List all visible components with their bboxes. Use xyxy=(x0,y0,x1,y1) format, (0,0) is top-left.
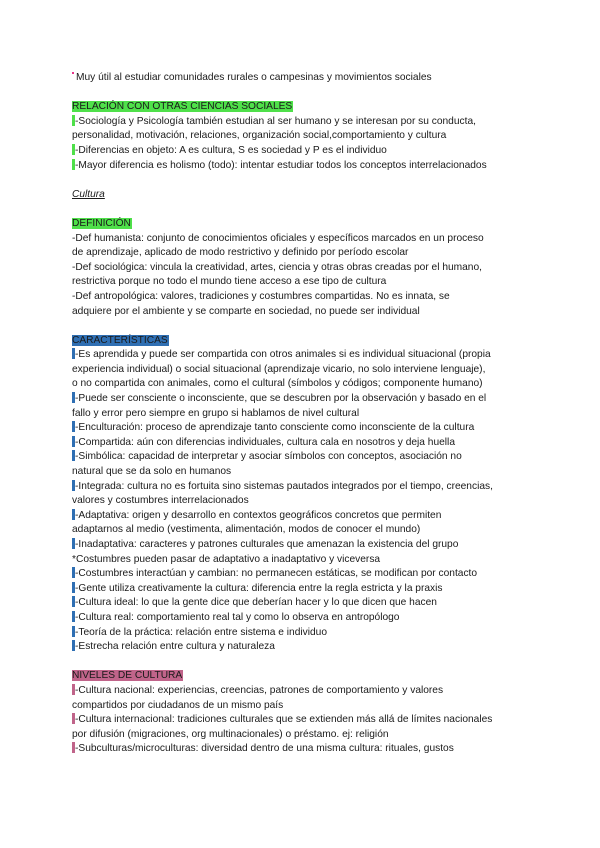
caracteristicas-line: -Compartida: aún con diferencias individuales, cultura cala en nosotros y deja huella xyxy=(72,436,532,451)
caracteristicas-line: -Simbólica: capacidad de interpretar y asociar símbolos con conceptos, asociación no xyxy=(72,450,532,465)
definicion-line: -Def antropológica: valores, tradiciones y costumbres compartidas. No es innata, se xyxy=(72,290,450,302)
niveles-line: -Cultura internacional: tradiciones culturales que se extienden más allá de límites nacionales xyxy=(72,713,532,728)
definicion-line: adquiere por el ambiente y se comparte en sociedad, no puede ser individual xyxy=(72,305,420,317)
niveles-heading: NIVELES DE CULTURA xyxy=(72,670,183,682)
caracteristicas-line: -Adaptativa: origen y desarrollo en contextos geográficos concretos que permiten xyxy=(72,509,532,524)
intro-line: Muy útil al estudiar comunidades rurales o campesinas y movimientos sociales xyxy=(72,71,532,86)
pink-marker-icon xyxy=(72,72,74,74)
caracteristicas-line: o no compartida con animales, como el cultural (símbolos y códigos; componente humano) xyxy=(72,378,483,390)
caracteristicas-line: fallo y error pero siempre en grupo si hablamos de nivel cultural xyxy=(72,407,360,419)
caracteristicas-line: -Integrada: cultura no es fortuita sino sistemas pautados integrados por el tiempo, creencias, xyxy=(72,480,532,495)
relacion-line: personalidad, motivación, relaciones, organización social,comportamiento y cultura xyxy=(72,130,447,142)
definicion-line: restrictiva porque no todo el mundo tiene acceso a ese tipo de cultura xyxy=(72,276,387,288)
niveles-line: -Subculturas/microculturas: diversidad dentro de una misma cultura: rituales, gustos xyxy=(72,742,532,757)
cultura-title: Cultura xyxy=(72,188,105,200)
caracteristicas-line: -Es aprendida y puede ser compartida con otros animales si es individual situacional (propia xyxy=(72,348,532,363)
relacion-line: -Mayor diferencia es holismo (todo): intentar estudiar todos los conceptos interrelacionados xyxy=(72,159,532,174)
niveles-line: compartidos por ciudadanos de un mismo país xyxy=(72,699,284,711)
caracteristicas-line: -Costumbres interactúan y cambian: no permanecen estáticas, se modifican por contacto xyxy=(72,567,532,582)
caracteristicas-line: -Cultura real: comportamiento real tal y como lo observa en antropólogo xyxy=(72,611,532,626)
caracteristicas-line: -Teoría de la práctica: relación entre sistema e individuo xyxy=(72,626,532,641)
caracteristicas-line: -Enculturación: proceso de aprendizaje tanto consciente como inconsciente de la cultura xyxy=(72,421,532,436)
caracteristicas-line: -Estrecha relación entre cultura y naturaleza xyxy=(72,640,532,655)
caracteristicas-line: valores y costumbres interrelacionados xyxy=(72,495,249,507)
caracteristicas-line: *Costumbres pueden pasar de adaptativo a inadaptativo y viceversa xyxy=(72,553,381,565)
niveles-line: por difusión (migraciones, org multinacionales) o préstamo. ej: religión xyxy=(72,728,389,740)
caracteristicas-line: natural que se da solo en humanos xyxy=(72,466,232,478)
caracteristicas-line: -Inadaptativa: caracteres y patrones culturales que amenazan la existencia del grupo xyxy=(72,538,532,553)
caracteristicas-line: experiencia individual) o social situacional (aprendizaje vicario, no solo interviene lenguaje), xyxy=(72,363,486,375)
caracteristicas-heading: CARACTERÍSTICAS xyxy=(72,334,168,346)
relacion-line: -Diferencias en objeto: A es cultura, S es sociedad y P es el individuo xyxy=(72,144,532,159)
notes-content xyxy=(72,71,532,757)
caracteristicas-line: -Gente utiliza creativamente la cultura: diferencia entre la regla estricta y la praxis xyxy=(72,582,532,597)
caracteristicas-line: -Puede ser consciente o inconsciente, que se descubren por la observación y basado en el xyxy=(72,392,532,407)
caracteristicas-line: -Cultura ideal: lo que la gente dice que deberían hacer y lo que dicen que hacen xyxy=(72,596,532,611)
caracteristicas-line: adaptarnos al medio (vestimenta, alimentación, modos de conocer el mundo) xyxy=(72,524,421,536)
definicion-heading: DEFINICIÓN xyxy=(72,217,131,229)
relacion-heading: RELACIÓN CON OTRAS CIENCIAS SOCIALES xyxy=(72,101,293,113)
definicion-line: -Def humanista: conjunto de conocimientos oficiales y específicos marcados en un proceso xyxy=(72,232,484,244)
definicion-line: -Def sociológica: vincula la creatividad, artes, ciencia y otras obras creadas por el humano, xyxy=(72,261,482,273)
relacion-line: -Sociología y Psicología también estudian al ser humano y se interesan por su conducta, xyxy=(72,115,532,130)
definicion-line: de aprendizaje, aplicado de modo restrictivo y definido por período escolar xyxy=(72,247,409,259)
niveles-line: -Cultura nacional: experiencias, creencias, patrones de comportamiento y valores xyxy=(72,684,532,699)
